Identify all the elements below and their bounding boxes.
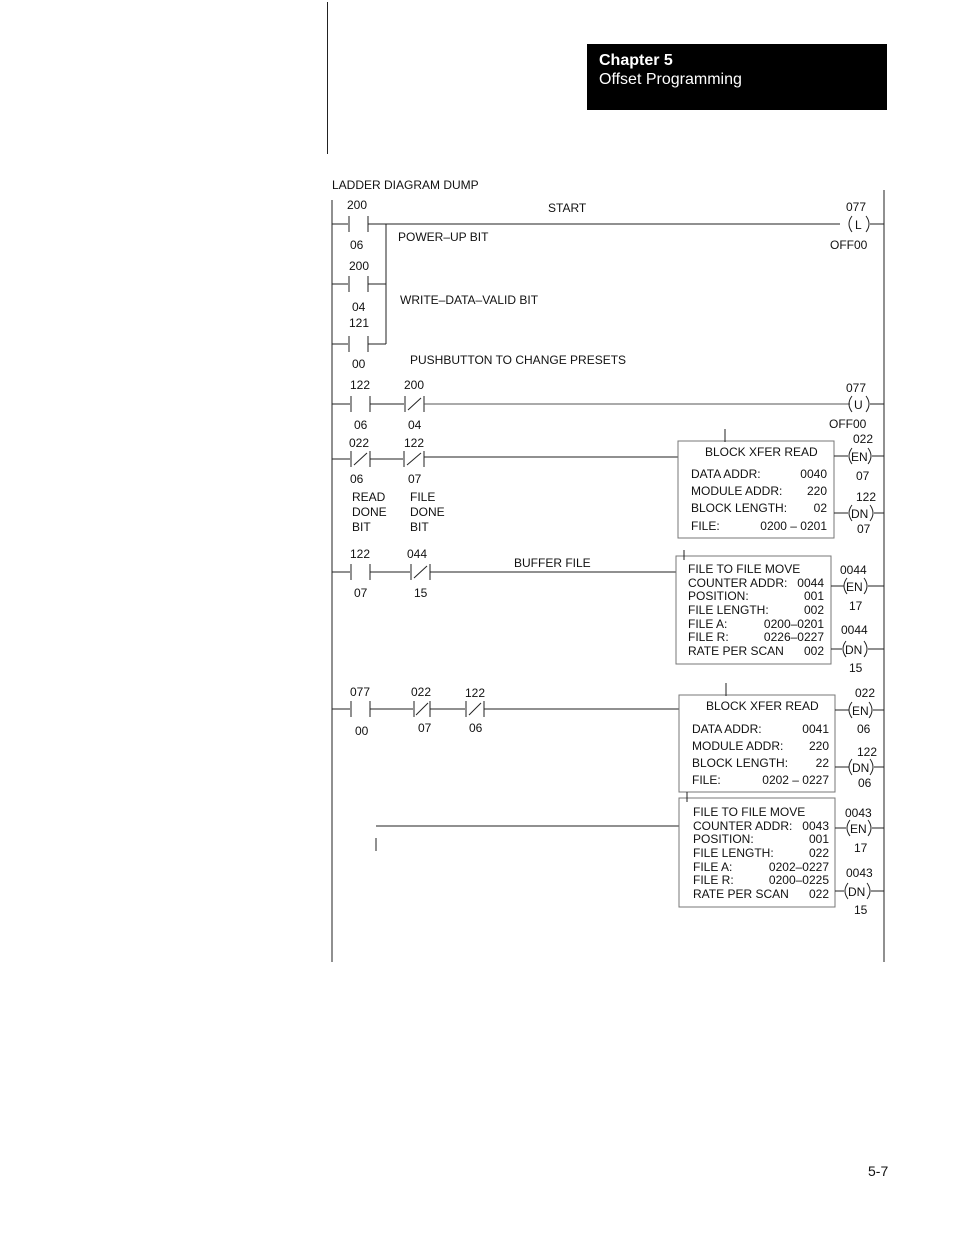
output-address: 122 [857,745,878,759]
contact-address: 200 [349,259,370,273]
coil-type: L [855,218,862,232]
contact-bit: 06 [469,721,483,735]
output-type: EN [846,580,863,594]
no-contact-symbol [332,336,386,352]
no-contact-symbol [332,216,386,232]
block-row-label: POSITION: [693,832,754,846]
contact-address: 022 [411,685,432,699]
block-row-label: FILE A: [688,617,728,631]
nc-contact-symbol [404,451,424,467]
output-bit: 07 [857,522,871,536]
output-type: DN [848,885,866,899]
contact-description: DONE [410,505,445,519]
no-contact-symbol [332,276,386,292]
block-row-label: RATE PER SCAN [693,887,789,901]
block-row-label: MODULE ADDR: [692,739,784,753]
block-row-value: 220 [806,484,827,498]
contact-bit: 04 [408,418,422,432]
contact-bit: 00 [355,724,369,738]
rung-comment: WRITE–DATA–VALID BIT [400,293,539,307]
block-title: BLOCK XFER READ [705,445,818,459]
contact-description: BIT [352,520,371,534]
rung-2 [332,378,884,432]
contact-description: FILE [410,490,436,504]
block-row-label: MODULE ADDR: [691,484,783,498]
rung-3 [332,429,884,538]
block-row-value: 0202 – 0227 [762,773,829,787]
block-row-value: 0200–0225 [768,873,829,887]
contact-address: 200 [404,378,425,392]
block-row-label: FILE LENGTH: [693,846,774,860]
block-row-value: 022 [808,846,829,860]
block-row-value: 0200 – 0201 [760,519,827,533]
no-contact-symbol [332,396,404,412]
output-bit: 17 [849,599,863,613]
output-address: 0044 [841,623,868,637]
contact-address: 122 [350,547,371,561]
block-row-label: FILE: [692,773,721,787]
output-type: EN [852,704,869,718]
nc-contact-symbol [405,396,424,412]
block-row-label: COUNTER ADDR: [688,576,788,590]
coil-bit: OFF00 [830,238,868,252]
contact-bit: 06 [350,238,364,252]
block-row-label: RATE PER SCAN [688,644,784,658]
contact-bit: 06 [350,472,364,486]
rung-4 [332,547,884,675]
output-address: 022 [853,432,874,446]
block-row-value: 022 [808,887,829,901]
rung-comment: POWER–UP BIT [398,230,489,244]
block-row-value: 002 [803,644,824,658]
contact-description: DONE [352,505,387,519]
block-row-value: 0043 [802,819,829,833]
contact-bit: 07 [418,721,432,735]
contact-bit: 15 [414,586,428,600]
block-row-label: DATA ADDR: [692,722,762,736]
block-row-value: 22 [815,756,829,770]
block-row-value: 0200–0201 [763,617,824,631]
block-row-value: 02 [813,501,827,515]
output-type: DN [851,507,869,521]
contact-address: 044 [407,547,428,561]
output-bit: 17 [854,841,868,855]
output-address: 0043 [845,806,872,820]
chapter-number: Chapter 5 [599,52,673,69]
nc-contact-symbol [411,564,430,580]
contact-bit: 04 [352,300,366,314]
output-address: 022 [855,686,876,700]
block-title: FILE TO FILE MOVE [688,562,801,576]
no-contact-symbol [332,701,413,717]
block-row-label: FILE: [691,519,720,533]
coil-address: 077 [846,381,867,395]
rung-6 [376,792,884,917]
output-address: 0044 [840,563,867,577]
chapter-title: Offset Programming [599,71,742,88]
rung-1 [332,198,884,371]
block-row-value: 0226–0227 [763,630,824,644]
output-address: 122 [856,490,877,504]
block-row-value: 001 [803,589,824,603]
contact-address: 121 [349,316,370,330]
output-type: EN [851,450,868,464]
rung-5 [332,683,884,792]
block-row-label: FILE LENGTH: [688,603,769,617]
block-row-label: FILE R: [688,630,729,644]
coil-address: 077 [846,200,867,214]
block-row-value: 002 [803,603,824,617]
coil-bit: OFF00 [829,417,867,431]
contact-description: READ [352,490,386,504]
block-row-label: BLOCK LENGTH: [691,501,788,515]
rung-comment: PUSHBUTTON TO CHANGE PRESETS [410,353,627,367]
rung-label: START [548,201,587,215]
coil-type: U [854,398,863,412]
output-bit: 15 [854,903,868,917]
block-row-label: DATA ADDR: [691,467,761,481]
contact-address: 022 [349,436,370,450]
block-row-label: FILE A: [693,860,733,874]
block-row-value: 220 [808,739,829,753]
contact-bit: 00 [352,357,366,371]
block-row-value: 0040 [800,467,827,481]
block-row-value: 0202–0227 [768,860,829,874]
contact-address: 122 [404,436,425,450]
contact-bit: 07 [354,586,368,600]
block-row-label: COUNTER ADDR: [693,819,793,833]
block-row-label: POSITION: [688,589,749,603]
block-row-value: 0041 [802,722,829,736]
output-type: EN [850,822,867,836]
block-row-value: 001 [808,832,829,846]
nc-contact-symbol [414,701,465,717]
block-row-label: FILE R: [693,873,734,887]
output-bit: 06 [858,776,872,790]
contact-address: 077 [350,685,371,699]
page-number: 5-7 [868,1163,889,1179]
nc-contact-symbol [466,701,484,717]
contact-description: BIT [410,520,429,534]
block-title: BLOCK XFER READ [706,699,819,713]
contact-bit: 06 [354,418,368,432]
contact-address: 122 [350,378,371,392]
nc-contact-symbol [332,451,403,467]
contact-bit: 07 [408,472,422,486]
diagram-title: LADDER DIAGRAM DUMP [332,178,479,192]
contact-address: 122 [465,686,486,700]
rung-label: BUFFER FILE [514,556,591,570]
output-type: DN [852,761,870,775]
output-bit: 15 [849,661,863,675]
output-bit: 06 [857,722,871,736]
block-title: FILE TO FILE MOVE [693,805,806,819]
block-row-label: BLOCK LENGTH: [692,756,789,770]
contact-address: 200 [347,198,368,212]
block-row-value: 0044 [797,576,824,590]
output-type: DN [845,643,863,657]
output-bit: 07 [856,469,870,483]
output-address: 0043 [846,866,873,880]
no-contact-symbol [332,564,410,580]
